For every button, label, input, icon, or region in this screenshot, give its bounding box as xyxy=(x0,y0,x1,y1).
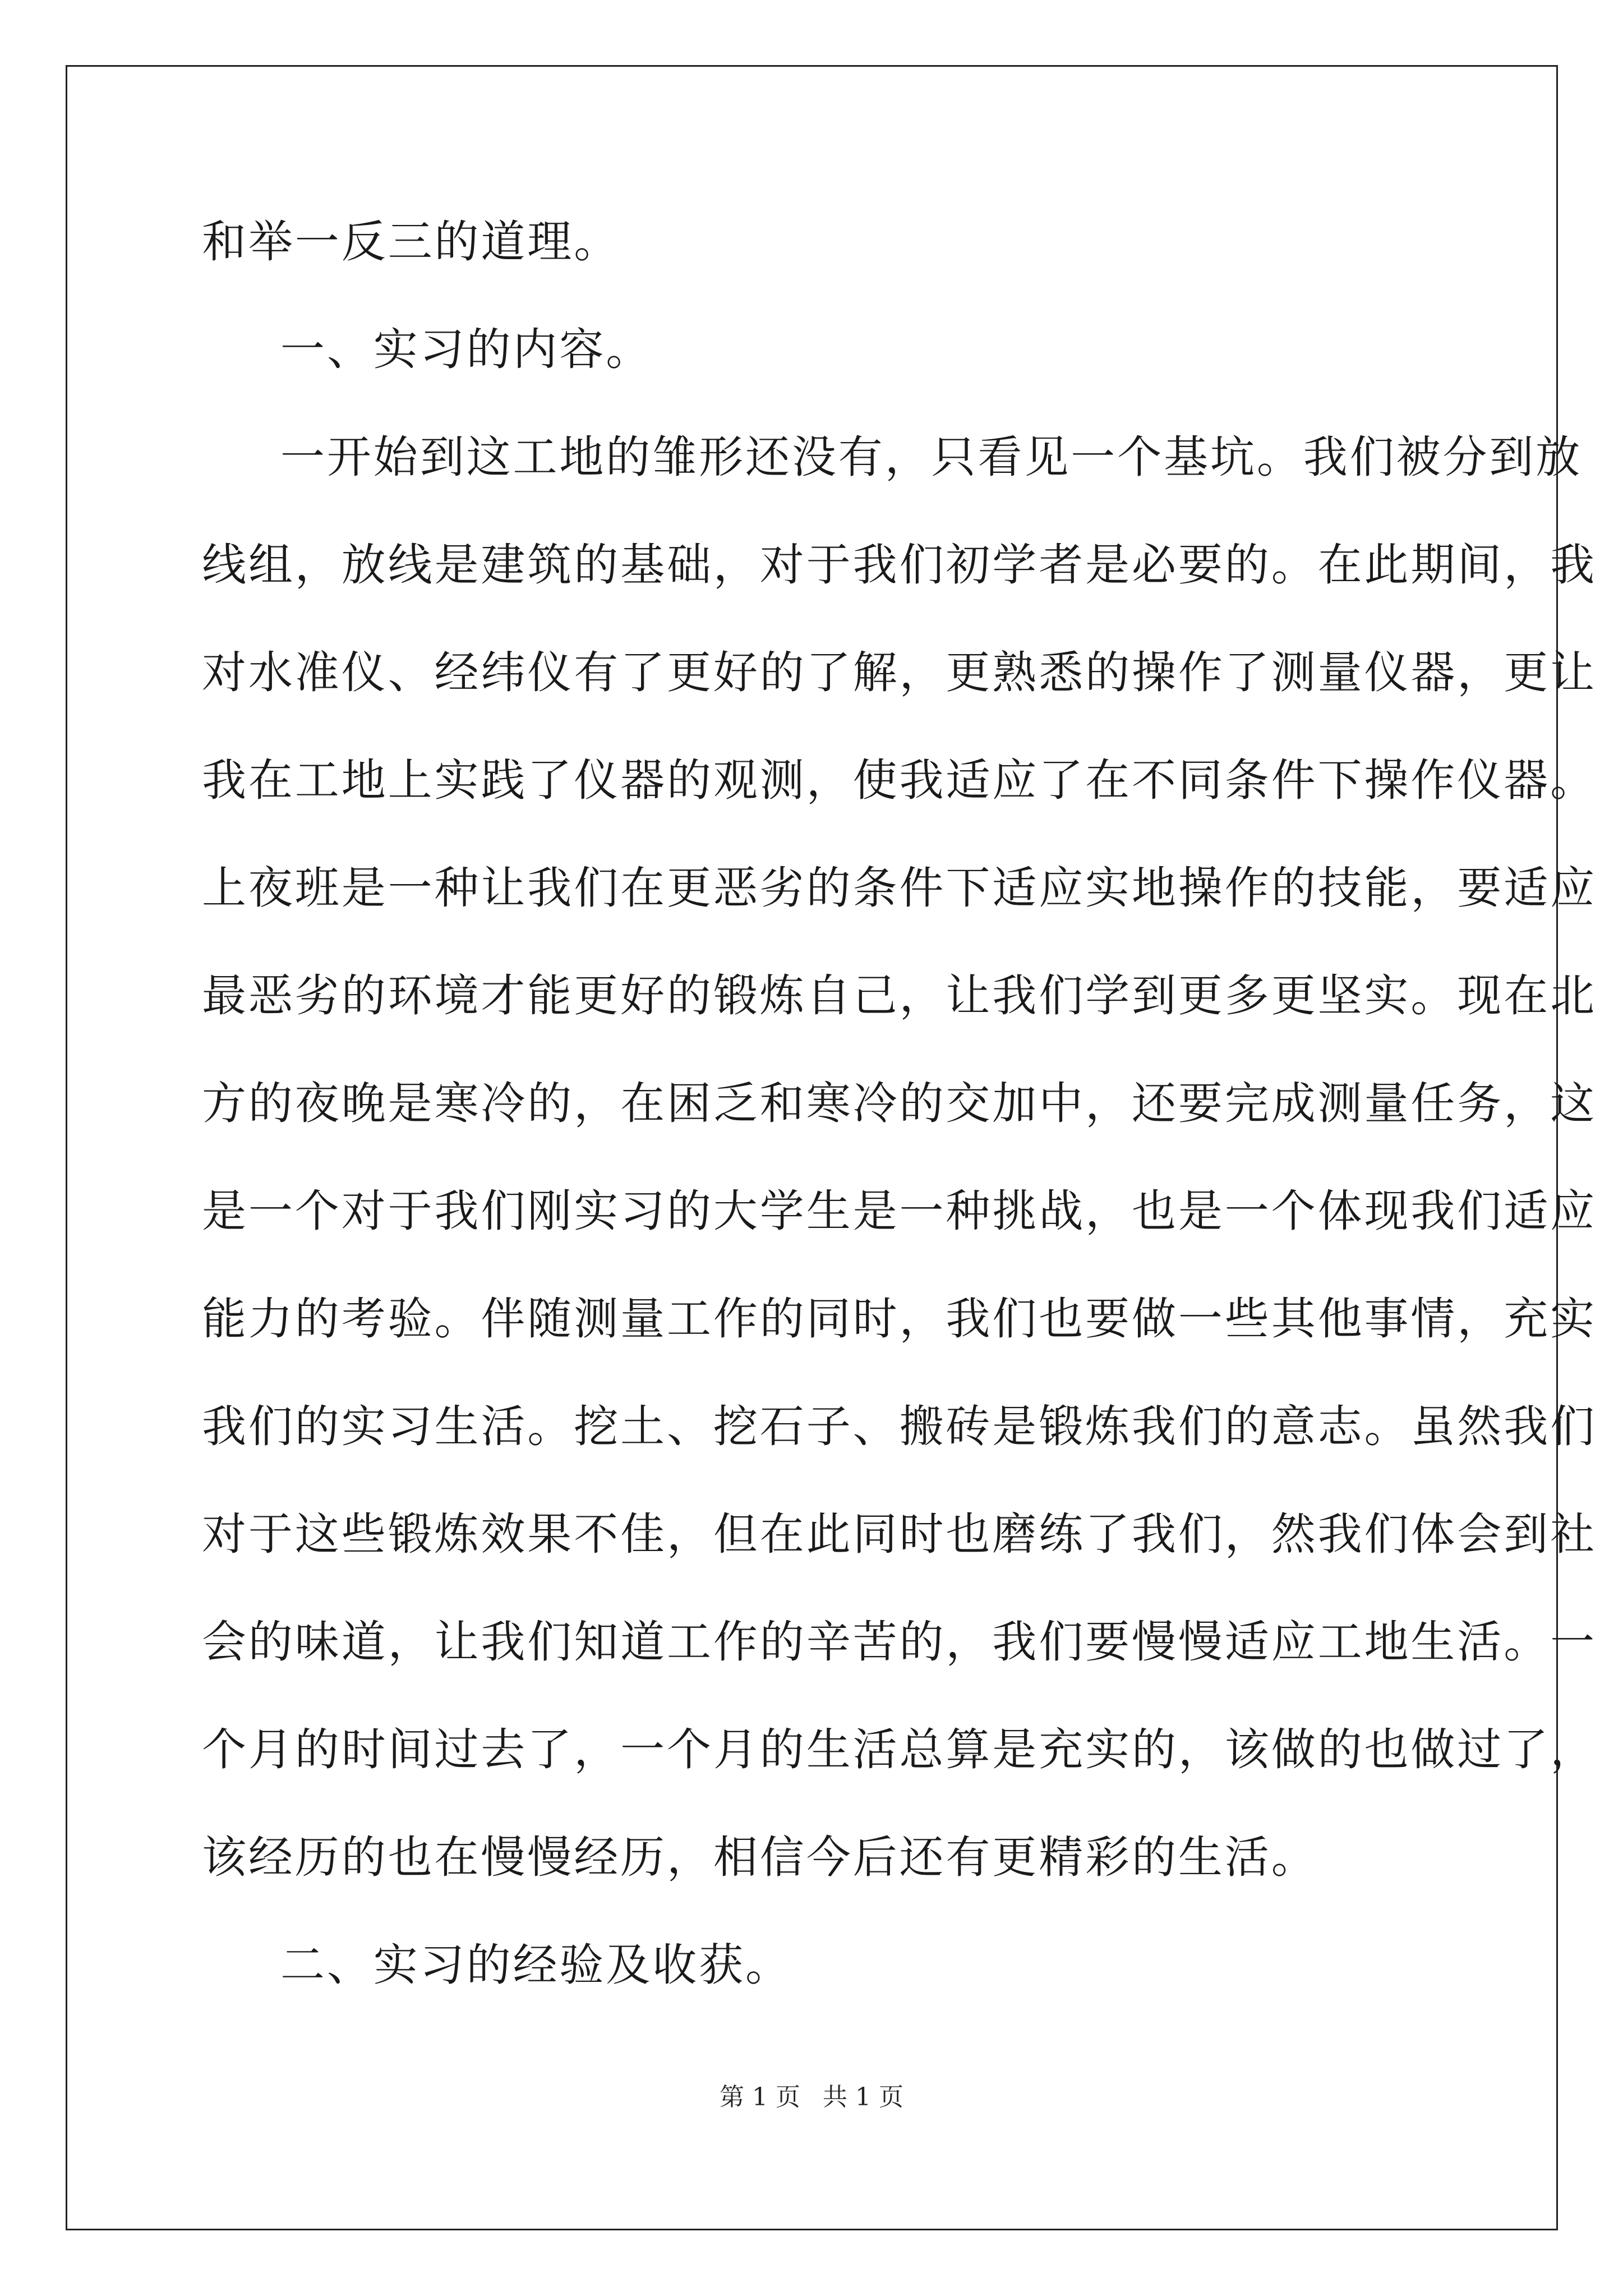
text-line: 上夜班是一种让我们在更恶劣的条件下适应实地操作的技能，要适应 xyxy=(202,862,1597,914)
text-line: 对水准仪、经纬仪有了更好的了解，更熟悉的操作了测量仪器，更让 xyxy=(202,647,1597,698)
text-line: 我们的实习生活。挖土、挖石子、搬砖是锻炼我们的意志。虽然我们 xyxy=(202,1401,1597,1452)
page-footer xyxy=(0,2081,1623,2114)
text-line: 个月的时间过去了，一个月的生活总算是充实的，该做的也做过了， xyxy=(202,1724,1597,1775)
section-heading: 二、实习的经验及收获。 xyxy=(280,1939,792,1991)
text-line: 最恶劣的环境才能更好的锻炼自己，让我们学到更多更坚实。现在北 xyxy=(202,970,1597,1022)
text-line: 我在工地上实践了仪器的观测，使我适应了在不同条件下操作仪器。 xyxy=(202,754,1597,806)
text-line: 对于这些锻炼效果不佳，但在此同时也磨练了我们，然我们体会到社 xyxy=(202,1508,1597,1560)
page-number-current: 第 1 页 xyxy=(720,2083,800,2111)
text-line: 会的味道，让我们知道工作的辛苦的，我们要慢慢适应工地生活。一 xyxy=(202,1616,1597,1668)
text-line: 方的夜晚是寒冷的，在困乏和寒冷的交加中，还要完成测量任务，这 xyxy=(202,1078,1597,1129)
page-number-total: 共 1 页 xyxy=(823,2083,903,2111)
text-line: 能力的考验。伴随测量工作的同时，我们也要做一些其他事情，充实 xyxy=(202,1293,1597,1345)
section-heading: 一、实习的内容。 xyxy=(280,324,653,375)
text-line: 一开始到这工地的雏形还没有，只看见一个基坑。我们被分到放 xyxy=(280,431,1583,483)
page-border xyxy=(66,65,1597,2230)
text-line: 是一个对于我们刚实习的大学生是一种挑战，也是一个体现我们适应 xyxy=(202,1185,1597,1237)
text-line: 该经历的也在慢慢经历，相信今后还有更精彩的生活。 xyxy=(202,1832,1318,1883)
text-line: 和举一反三的道理。 xyxy=(202,216,621,268)
text-line: 线组，放线是建筑的基础，对于我们初学者是必要的。在此期间，我 xyxy=(202,539,1597,591)
